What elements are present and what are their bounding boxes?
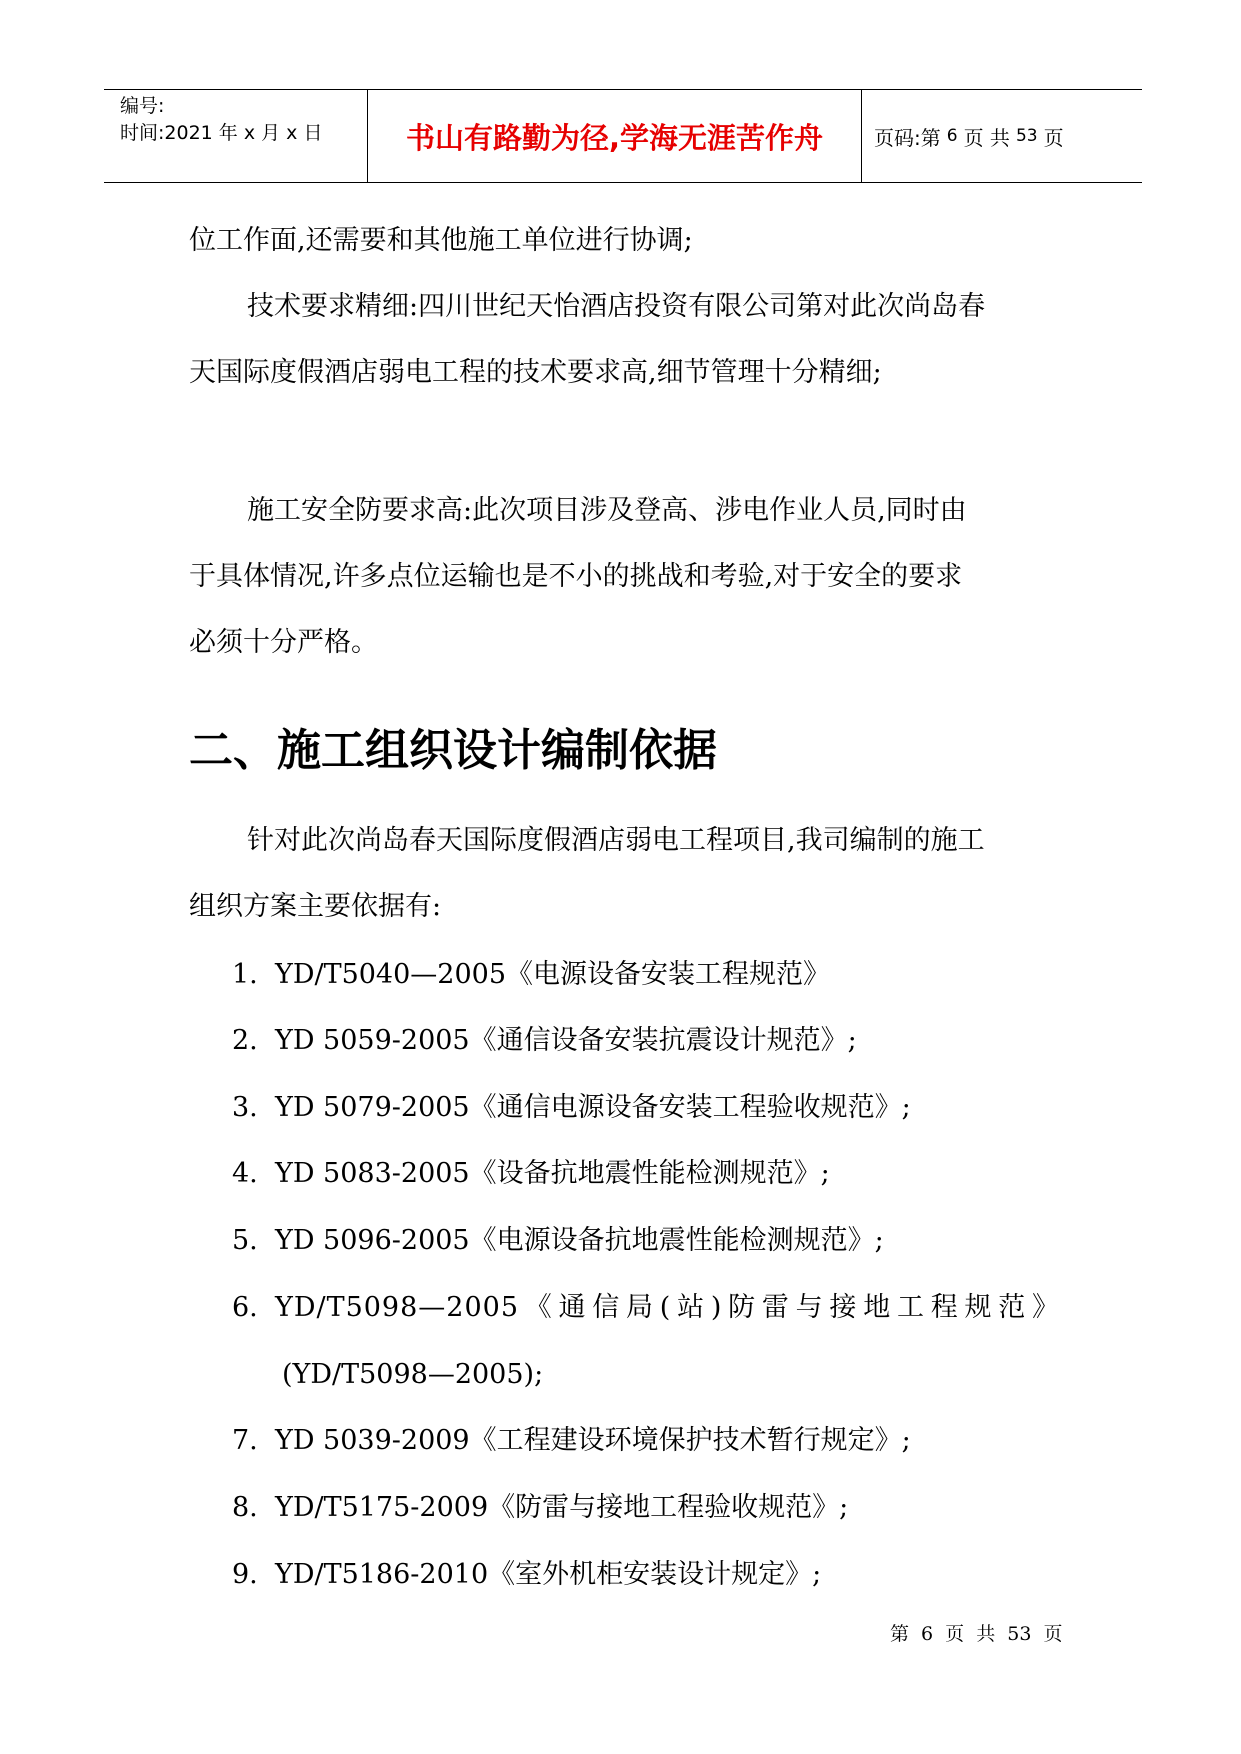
section-intro-line: 组织方案主要依据有: <box>189 891 442 922</box>
section-intro-line: 针对此次尚岛春天国际度假酒店弱电工程项目,我司编制的施工 <box>247 825 985 856</box>
page-header <box>104 89 1142 183</box>
header-motto-cell <box>368 90 862 182</box>
list-item-index: 3. <box>232 1092 258 1123</box>
list-item-text: YD 5039-2009《工程建设环境保护技术暂行规定》; <box>275 1425 911 1456</box>
list-item-index: 1. <box>232 959 258 990</box>
list-item-index: 4. <box>232 1158 258 1189</box>
paragraph-line: 必须十分严格。 <box>189 627 378 658</box>
list-item-text: YD/T5040—2005《电源设备安装工程规范》 <box>275 959 831 990</box>
paragraph-line: 技术要求精细:四川世纪天怡酒店投资有限公司第对此次尚岛春 <box>247 291 986 322</box>
list-item-text: YD 5083-2005《设备抗地震性能检测规范》; <box>275 1158 830 1189</box>
list-item-text: YD 5079-2005《通信电源设备安装工程验收规范》; <box>275 1092 911 1123</box>
list-item <box>232 1090 911 1126</box>
list-item <box>232 1223 884 1259</box>
section-heading: 二、施工组织设计编制依据 <box>189 725 717 776</box>
header-page-mid: 页 共 <box>963 125 1010 150</box>
page-footer: 第 6 页 共 53 页 <box>890 1623 1063 1645</box>
paragraph-line: 施工安全防要求高:此次项目涉及登高、涉电作业人员,同时由 <box>247 495 967 526</box>
header-page-suffix: 页 <box>1043 125 1064 150</box>
header-time-label: 时间:2021 年 x 月 x 日 <box>120 122 323 144</box>
list-item <box>232 1490 848 1526</box>
list-item <box>232 1156 830 1192</box>
list-item-index: 7. <box>232 1425 258 1456</box>
paragraph-line: 天国际度假酒店弱电工程的技术要求高,细节管理十分精细; <box>189 357 882 388</box>
list-item-index: 6. <box>232 1292 258 1323</box>
list-item-index: 8. <box>232 1492 258 1523</box>
header-page-total: 53 <box>1015 126 1038 146</box>
list-item-text: YD/T5098—2005《通信局(站)防雷与接地工程规范》 <box>275 1292 1060 1323</box>
list-item-index: 5. <box>232 1225 258 1256</box>
header-motto: 书山有路勤为径,学海无涯苦作舟 <box>405 120 824 155</box>
paragraph-line: 位工作面,还需要和其他施工单位进行协调; <box>189 225 693 256</box>
paragraph-line: 于具体情况,许多点位运输也是不小的挑战和考验,对于安全的要求 <box>189 561 963 592</box>
list-item <box>232 1023 857 1059</box>
header-page-cell <box>862 90 1142 182</box>
list-item-text: YD/T5186-2010《室外机柜安装设计规定》; <box>275 1559 822 1590</box>
list-item <box>232 957 830 993</box>
list-item-index: 9. <box>232 1559 258 1590</box>
list-item-text: YD/T5175-2009《防雷与接地工程验收规范》; <box>275 1492 849 1523</box>
list-item-index: 2. <box>232 1025 258 1056</box>
list-item-continuation: (YD/T5098—2005); <box>282 1359 544 1390</box>
list-item <box>232 1290 1060 1326</box>
header-page-current: 6 <box>946 126 958 146</box>
list-item <box>232 1423 911 1459</box>
header-meta-cell <box>104 90 368 182</box>
header-page-prefix: 页码:第 <box>874 125 941 150</box>
header-number-label: 编号: <box>120 95 165 117</box>
list-item <box>232 1557 821 1593</box>
list-item-text: YD 5059-2005《通信设备安装抗震设计规范》; <box>275 1025 857 1056</box>
list-item-text: YD 5096-2005《电源设备抗地震性能检测规范》; <box>275 1225 884 1256</box>
